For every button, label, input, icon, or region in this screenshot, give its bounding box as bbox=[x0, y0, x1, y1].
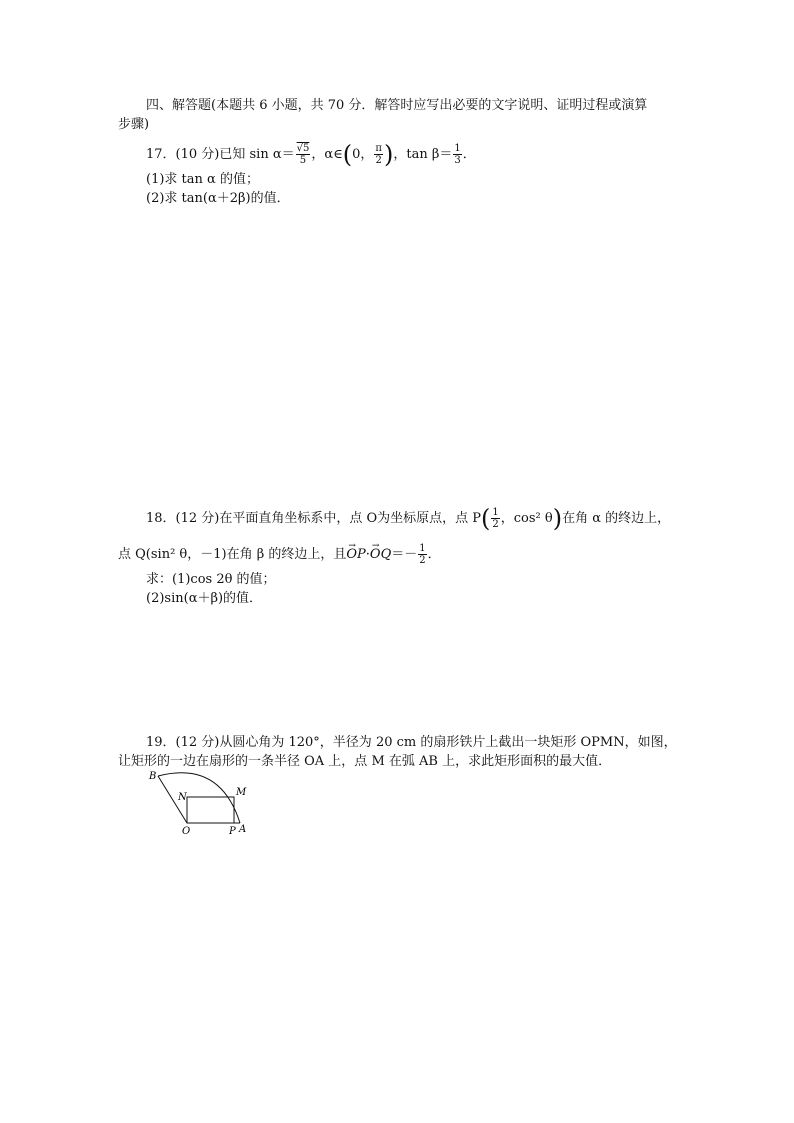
q18-paren-close: ) bbox=[552, 504, 563, 533]
q17-pi-fraction bbox=[374, 143, 383, 166]
q17-prefix: 17．(10 分)已知 sin α＝ bbox=[146, 147, 295, 162]
label-p: P bbox=[229, 826, 236, 837]
q18-vector-oq: → OQ bbox=[370, 546, 391, 564]
q19-line1: 19．(12 分)从圆心角为 120°，半径为 20 cm 的扇形铁片上截出一块矩形 OPMN，如图， bbox=[146, 735, 677, 750]
q17-mid1: ，α∈ bbox=[311, 147, 343, 162]
q17-end: ． bbox=[462, 147, 476, 162]
q17-tan-fraction bbox=[453, 143, 461, 166]
label-o: O bbox=[182, 826, 191, 837]
q17-paren-open: ( bbox=[342, 140, 353, 169]
q18-r-den: 2 bbox=[419, 555, 426, 566]
q18-p-den: 2 bbox=[492, 519, 499, 530]
q18-line2 bbox=[118, 543, 441, 566]
q17-pi-den: 2 bbox=[375, 155, 382, 166]
label-m: M bbox=[236, 787, 247, 798]
sector-arc-ab bbox=[158, 773, 240, 823]
q18-p-num: 1 bbox=[492, 507, 499, 518]
section-heading: 四、解答题(本题共 6 小题，共 70 分．解答时应写出必要的文字说明、证明过程或演算 bbox=[146, 98, 648, 113]
q17-part2: (2)求 tan(α＋2β)的值． bbox=[146, 191, 290, 206]
q18-dot: · bbox=[365, 547, 370, 562]
q18-r-num: 1 bbox=[419, 543, 426, 554]
label-n: N bbox=[178, 792, 187, 803]
section-heading-cont: 步骤) bbox=[118, 117, 150, 132]
q18-suffix: 在角 α 的终边上， bbox=[562, 511, 671, 526]
q17-tan-den: 3 bbox=[454, 155, 461, 166]
q17-pi-num: π bbox=[375, 143, 382, 154]
q17-paren-close: ) bbox=[383, 140, 394, 169]
q18-p-fraction bbox=[491, 507, 499, 530]
q18-p-mid: ，cos² θ bbox=[500, 511, 553, 526]
q17-mid2: ，tan β＝ bbox=[393, 147, 453, 162]
q17-stem bbox=[146, 140, 476, 169]
q18-paren-open: ( bbox=[481, 504, 491, 533]
label-a: A bbox=[239, 824, 247, 835]
q18-part1: 求：(1)cos 2θ 的值； bbox=[146, 572, 276, 587]
q17-interval-left: 0， bbox=[352, 147, 374, 162]
q19-line2: 让矩形的一边在扇形的一条半径 OA 上，点 M 在弧 AB 上，求此矩形面积的最大值． bbox=[118, 754, 612, 769]
q18-end: ． bbox=[427, 547, 441, 562]
rectangle-opmn bbox=[187, 797, 234, 823]
q18-line2-text: 点 Q(sin² θ，－1)在角 β 的终边上，且 bbox=[118, 547, 347, 562]
q17-sin-fraction bbox=[296, 143, 311, 166]
q19-sector-figure bbox=[140, 766, 260, 838]
q17-tan-num: 1 bbox=[454, 143, 461, 154]
label-b: B bbox=[149, 771, 157, 782]
q18-part2: (2)sin(α＋β)的值． bbox=[146, 591, 263, 606]
q18-stem bbox=[146, 504, 671, 533]
q17-sin-num: √5 bbox=[296, 143, 310, 154]
q18-prefix: 18．(12 分)在平面直角坐标系中，点 O为坐标原点，点 P bbox=[146, 511, 482, 526]
q18-vector-op: → OP bbox=[346, 546, 365, 564]
q18-result-fraction bbox=[418, 543, 426, 566]
q18-eq: ＝－ bbox=[391, 547, 418, 562]
q17-part1: (1)求 tan α 的值； bbox=[146, 172, 259, 187]
q17-sin-den: 5 bbox=[299, 155, 307, 166]
